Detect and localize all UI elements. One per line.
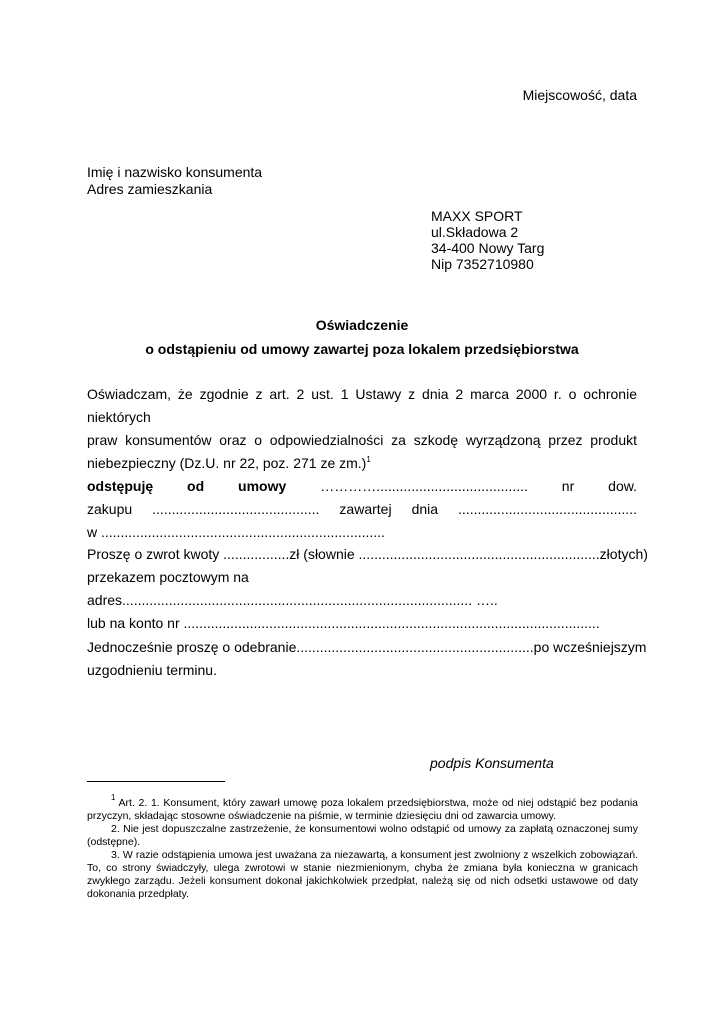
withdraw-word-2: od bbox=[187, 478, 205, 494]
consumer-address: Adres zamieszkania bbox=[87, 181, 213, 197]
purchase-label: zakupu bbox=[87, 501, 133, 517]
pickup-request: Jednocześnie proszę o odebranie bbox=[87, 639, 297, 655]
withdraw-line bbox=[87, 475, 637, 498]
consumer-name: Imię i nazwisko konsumenta bbox=[87, 164, 263, 180]
pickup-after: po wcześniejszym bbox=[533, 639, 647, 655]
contract-number-field: …………....................................... bbox=[320, 478, 528, 494]
refund-postal-line: przekazem pocztowym na adres.......................................................................................... ….. bbox=[87, 569, 498, 608]
purchase-field: ........................................... bbox=[152, 501, 320, 517]
footnote-marker: 1 bbox=[111, 793, 116, 802]
footnote-2: 2. Nie jest dopuszczalne zastrzeżenie, że konsumentowi wolno odstąpić od umowy za zapłatą oznaczonej sumy (odstępne). bbox=[87, 823, 638, 848]
statement-paragraph bbox=[87, 383, 637, 544]
nr-label: nr bbox=[561, 478, 575, 494]
footnote-3: 3. W razie odstąpienia umowa jest uważana za niezawartą, a konsument jest zwolniony z wszelkich zobowiązań. To, co strony świadczyły, ulega zwrotowi w stanie niezmienionym, chyba że zmiana była konieczna w granicach zwykłego zarządu. Jeżeli konsument dokonał jakichkolwiek przedpłat, należą się od nich odsetki ustawowe od daty dokonania przedpłaty. bbox=[87, 849, 638, 900]
statement-line-1: Oświadczam, że zgodnie z art. 2 ust. 1 Ustawy z dnia 2 marca 2000 r. o ochronie niektórych bbox=[87, 386, 637, 425]
footnote-1 bbox=[87, 793, 639, 823]
refund-account-line: lub na konto nr ........................................................................................................... bbox=[87, 615, 600, 631]
consumer-block bbox=[87, 164, 262, 198]
pickup-line-1 bbox=[87, 636, 647, 659]
place-date: Miejscowość, data bbox=[522, 87, 637, 103]
refund-amount-field: Proszę o zwrot kwoty ................. bbox=[87, 546, 290, 562]
company-nip: Nip 7352710980 bbox=[431, 256, 534, 272]
document-subtitle: o odstąpieniu od umowy zawartej poza lokalem przedsiębiorstwa bbox=[145, 341, 579, 357]
withdraw-word-3: umowy bbox=[238, 478, 287, 494]
statement-line-3-text: niebezpieczny (Dz.U. nr 22, poz. 271 ze zm.) bbox=[87, 455, 367, 471]
footnotes bbox=[87, 793, 639, 901]
footnote-reference: 1 bbox=[366, 455, 371, 464]
company-address-block bbox=[431, 208, 544, 272]
concluded-label: zawartej bbox=[339, 501, 392, 517]
refund-paragraph bbox=[87, 543, 648, 635]
purchase-line bbox=[87, 498, 637, 521]
company-name: MAXX SPORT bbox=[431, 208, 523, 224]
dow-label: dow. bbox=[608, 478, 637, 494]
document-title: Oświadczenie bbox=[315, 317, 409, 333]
statement-line-3 bbox=[87, 452, 637, 475]
pickup-line-2: uzgodnieniu terminu. bbox=[87, 662, 217, 678]
footnote-separator bbox=[87, 781, 225, 782]
company-city: 34-400 Nowy Targ bbox=[431, 240, 545, 256]
company-street: ul.Składowa 2 bbox=[431, 224, 519, 240]
pickup-paragraph bbox=[87, 636, 647, 682]
date-field: .............................................. bbox=[458, 501, 637, 517]
consumer-signature: podpis Konsumenta bbox=[430, 755, 554, 771]
pickup-field: ............................................................. bbox=[296, 639, 534, 655]
withdraw-word-1: odstępuję bbox=[87, 478, 154, 494]
day-label: dnia bbox=[411, 501, 439, 517]
refund-words-field: zł (słownie ..............................................................złotych) bbox=[289, 546, 648, 562]
statement-line-2: praw konsumentów oraz o odpowiedzialności za szkodę wyrządzoną przez produkt bbox=[87, 432, 637, 448]
refund-line-1 bbox=[87, 543, 648, 566]
place-field-line: w ......................................................................... bbox=[87, 524, 385, 540]
footnote-1-text: Art. 2. 1. Konsument, który zawarł umowę poza lokalem przedsiębiorstwa, może od niej odstąpić bez podania przyczyn, składając stosowne oświadczenie na piśmie, w terminie dziesięciu dni od zawarcia umowy. bbox=[87, 797, 639, 822]
